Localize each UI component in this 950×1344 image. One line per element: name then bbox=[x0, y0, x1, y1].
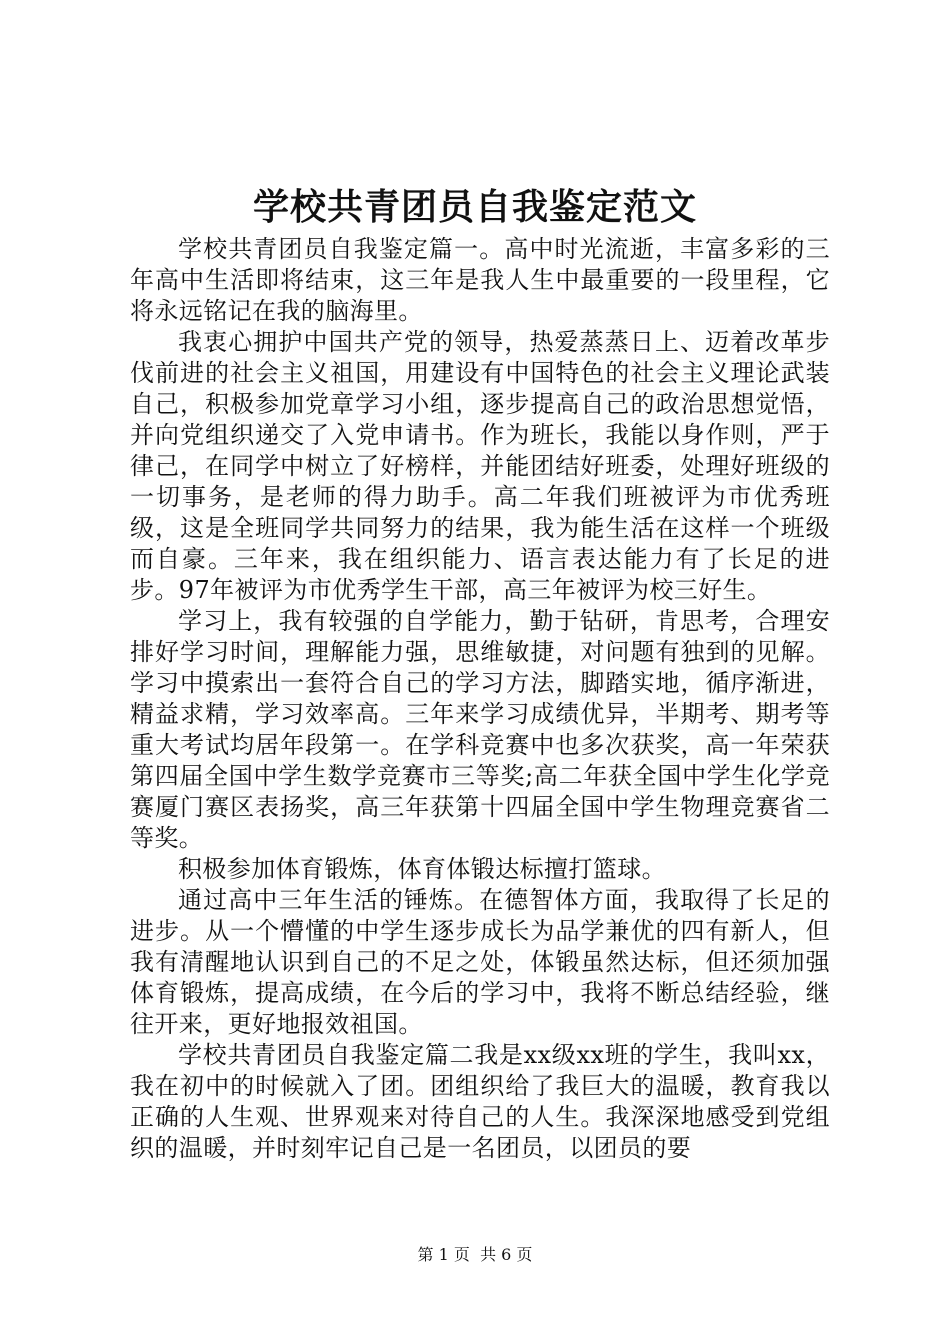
paragraph-3: 学习上，我有较强的自学能力，勤于钻研，肯思考，合理安排好学习时间，理解能力强，思维敏捷，对问题有独到的见解。学习中摸索出一套符合自己的学习方法，脚踏实地，循序渐进，精益求精，学习效率高。三年来学习成绩优异，半期考、期考等重大考试均居年段第一。在学科竞赛中也多次获奖，高一年荣获第四届全国中学生数学竞赛市三等奖;高二年获全国中学生化学竞赛厦门赛区表扬奖，高三年获第十四届全国中学生物理竞赛省二等奖。 bbox=[130, 607, 830, 852]
document-title: 学校共青团员自我鉴定范文 bbox=[252, 187, 697, 228]
page-number-label: 第 1 页 共 6 页 bbox=[417, 1245, 533, 1264]
paragraph-4: 积极参加体育锻炼，体育体锻达标擅打篮球。 bbox=[178, 855, 666, 883]
document-body bbox=[130, 234, 830, 1164]
paragraph-2: 我衷心拥护中国共产党的领导，热爱蒸蒸日上、迈着改革步伐前进的社会主义祖国，用建设有中国特色的社会主义理论武装自己，积极参加党章学习小组，逐步提高自己的政治思想觉悟，并向党组织递交了入党申请书。作为班长，我能以身作则，严于律己，在同学中树立了好榜样，并能团结好班委，处理好班级的一切事务，是老师的得力助手。高二年我们班被评为市优秀班级，这是全班同学共同努力的结果，我为能生活在这样一个班级而自豪。三年来，我在组织能力、语言表达能力有了长足的进步。97年被评为市优秀学生干部，高三年被评为校三好生。 bbox=[130, 328, 830, 604]
paragraph-1: 学校共青团员自我鉴定篇一。高中时光流逝，丰富多彩的三年高中生活即将结束，这三年是我人生中最重要的一段里程，它将永远铭记在我的脑海里。 bbox=[130, 235, 830, 325]
page-footer bbox=[0, 1244, 950, 1266]
paragraph-5: 通过高中三年生活的锤炼。在德智体方面，我取得了长足的进步。从一个懵懂的中学生逐步成长为品学兼优的四有新人，但我有清醒地认识到自己的不足之处，体锻虽然达标，但还须加强体育锻炼，提高成绩，在今后的学习中，我将不断总结经验，继往开来，更好地报效祖国。 bbox=[130, 886, 830, 1038]
paragraph-6: 学校共青团员自我鉴定篇二我是xx级xx班的学生，我叫xx，我在初中的时候就入了团。团组织给了我巨大的温暖，教育我以正确的人生观、世界观来对待自己的人生。我深深地感受到党组织的温暖，并时刻牢记自己是一名团员，以团员的要 bbox=[130, 1041, 830, 1162]
